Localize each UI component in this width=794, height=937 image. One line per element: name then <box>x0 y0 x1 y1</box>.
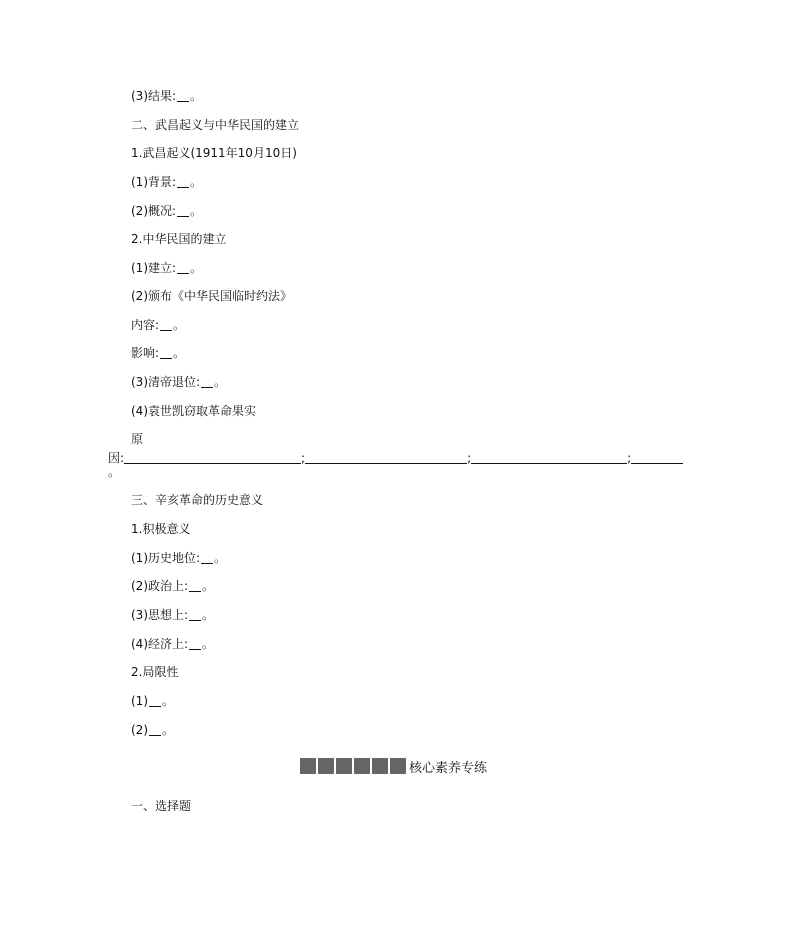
economy-line: (4)经济上: 。 <box>131 637 215 651</box>
positive-significance-heading: 1.积极意义 <box>131 522 191 536</box>
abdication-line: (3)清帝退位: 。 <box>131 375 227 389</box>
banner-block <box>336 758 352 774</box>
limitations-heading: 2.局限性 <box>131 665 179 679</box>
result-line: (3)结果: 。 <box>131 89 203 103</box>
banner-block <box>372 758 388 774</box>
reason-blank-3[interactable] <box>471 451 627 464</box>
constitution-line: (2)颁布《中华民国临时约法》 <box>131 289 292 303</box>
reason-blank-4[interactable] <box>631 451 683 464</box>
reason-blank-1[interactable] <box>124 451 301 464</box>
politics-line: (2)政治上: 。 <box>131 579 215 593</box>
answer-blank[interactable] <box>149 723 161 736</box>
answer-blank[interactable] <box>189 637 201 650</box>
banner-block <box>390 758 406 774</box>
banner-block <box>354 758 370 774</box>
answer-blank[interactable] <box>160 346 172 359</box>
answer-blank[interactable] <box>177 261 189 274</box>
answer-blank[interactable] <box>177 175 189 188</box>
reason-blank-2[interactable] <box>305 451 467 464</box>
limitation-2-line: (2) 。 <box>131 723 175 737</box>
wuchang-uprising-heading: 1.武昌起义(1911年10月10日) <box>131 146 297 160</box>
reason-fill-row: 因: ; ; ; <box>108 450 686 466</box>
answer-blank[interactable] <box>201 551 213 564</box>
section-2-title: 二、武昌起义与中华民国的建立 <box>131 118 300 132</box>
banner-block <box>318 758 334 774</box>
answer-blank[interactable] <box>177 89 189 102</box>
roc-founding-heading: 2.中华民国的建立 <box>131 232 227 246</box>
section-banner <box>300 757 487 775</box>
banner-block <box>300 758 316 774</box>
banner-title: 核心素养专练 <box>409 760 488 776</box>
answer-blank[interactable] <box>189 608 201 621</box>
answer-blank[interactable] <box>201 375 213 388</box>
limitation-1-line: (1) 。 <box>131 694 175 708</box>
choice-questions-heading: 一、选择题 <box>131 799 192 813</box>
section-3-title: 三、辛亥革命的历史意义 <box>131 493 264 507</box>
influence-line: 影响: 。 <box>131 346 186 360</box>
answer-blank[interactable] <box>177 204 189 217</box>
background-line: (1)背景: 。 <box>131 175 203 189</box>
status-line: (1)历史地位: 。 <box>131 551 227 565</box>
answer-blank[interactable] <box>160 318 172 331</box>
overview-line: (2)概况: 。 <box>131 204 203 218</box>
thought-line: (3)思想上: 。 <box>131 608 215 622</box>
answer-blank[interactable] <box>149 694 161 707</box>
yuan-line: (4)袁世凯窃取革命果实 <box>131 404 256 418</box>
reason-period: 。 <box>108 465 121 479</box>
content-line: 内容: 。 <box>131 318 186 332</box>
answer-blank[interactable] <box>189 579 201 592</box>
reason-label-top: 原 <box>131 432 144 446</box>
founding-line: (1)建立: 。 <box>131 261 203 275</box>
